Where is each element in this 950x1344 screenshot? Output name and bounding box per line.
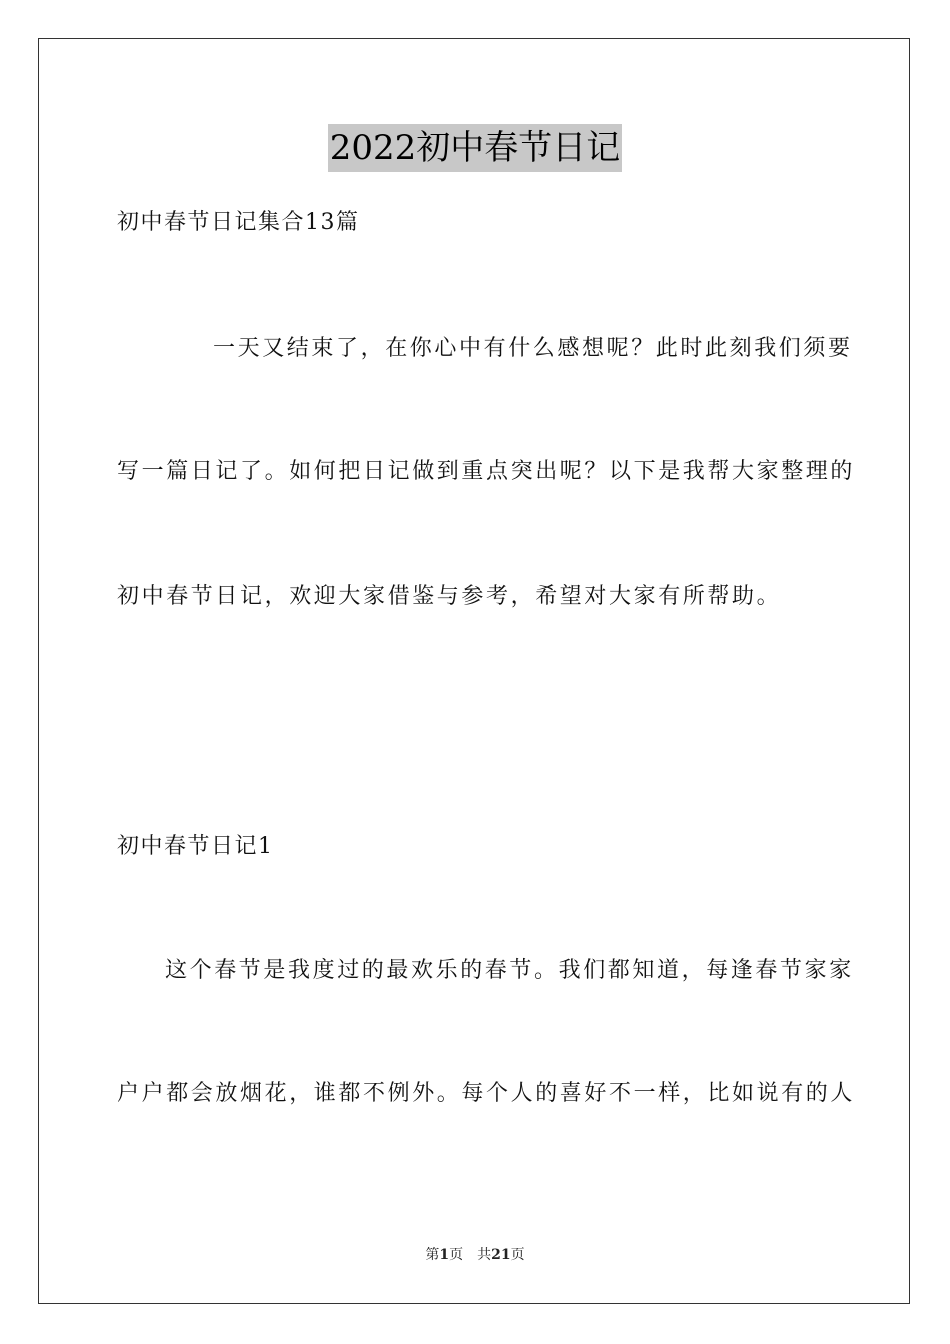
section-heading: 初中春节日记1	[117, 834, 274, 859]
document-title: 2022初中春节日记	[328, 124, 623, 172]
total-pages: 21	[491, 1247, 511, 1263]
page-footer	[0, 1245, 950, 1265]
page-suffix: 页	[449, 1247, 464, 1263]
section-paragraph-line-1: 这个春节是我度过的最欢乐的春节。我们都知道，每逢春节家家	[165, 958, 854, 983]
title-container	[0, 124, 950, 172]
intro-paragraph-line-3: 初中春节日记，欢迎大家借鉴与参考，希望对大家有所帮助。	[117, 584, 782, 609]
section-paragraph-line-2: 户户都会放烟花，谁都不例外。每个人的喜好不一样，比如说有的人	[117, 1081, 856, 1106]
document-subtitle: 初中春节日记集合13篇	[117, 210, 360, 235]
intro-paragraph-line-2: 写一篇日记了。如何把日记做到重点突出呢？以下是我帮大家整理的	[117, 459, 856, 484]
page-number: 1	[439, 1247, 450, 1263]
total-suffix: 页	[510, 1247, 525, 1263]
total-prefix: 共	[477, 1247, 492, 1263]
intro-paragraph-line-1: 一天又结束了，在你心中有什么感想呢？此时此刻我们须要	[213, 336, 853, 361]
page-prefix: 第	[425, 1247, 440, 1263]
